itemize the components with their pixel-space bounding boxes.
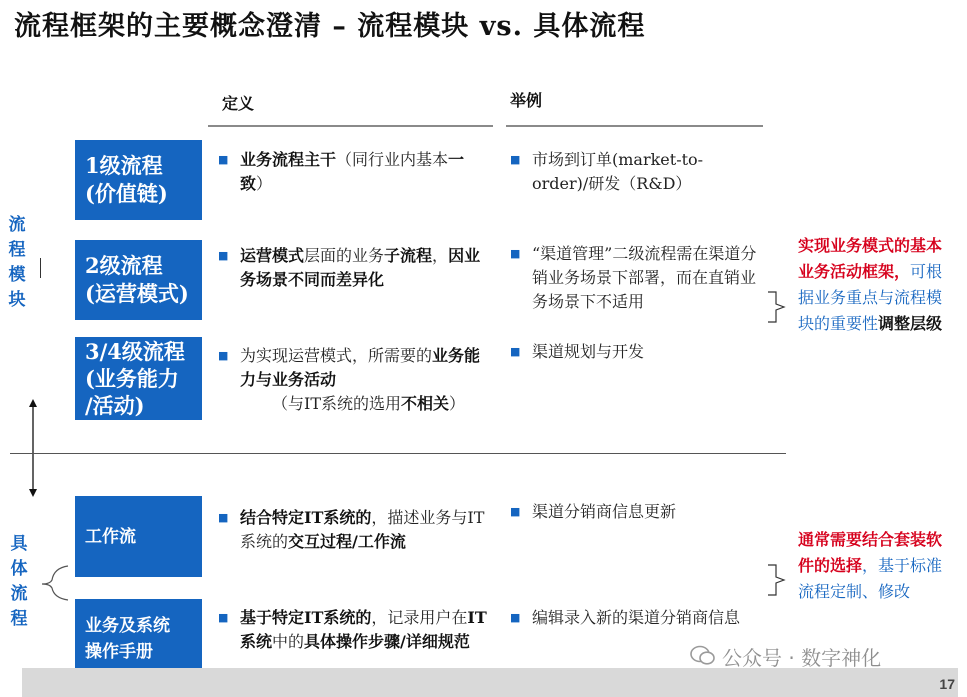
bullet-icon: ■ [218,249,229,262]
bullet-icon: ■ [510,153,521,166]
level34-def-part2: 业务能力与业务活动 [240,346,481,389]
footer-bar [22,668,958,697]
level34-def-part5: ） [449,394,466,413]
level2-def-part5: 因业务场景不同而差异化 [240,246,481,289]
level1-definition [218,148,488,196]
level2-def-part1: 运营模式 [240,246,305,265]
bullet-icon: ■ [218,153,229,166]
module-tick [40,258,41,278]
definition-header: 定义 [222,94,255,113]
manual-box-label: 业务及系统 操作手册 [85,616,170,662]
level2-example [510,242,760,314]
bullet-icon: ■ [510,247,521,260]
side-label-module-text: 流程模块 [8,215,26,310]
manual-def-part4: 中的 [272,632,305,651]
module-note-bold: 调整层级 [878,314,943,333]
level34-example-text: 渠道规划与开发 [532,342,645,361]
bullet-icon: ■ [510,345,521,358]
level1-box-label: 1级流程 (价值链) [85,153,168,206]
level34-def-part4: 不相关 [401,394,450,413]
manual-def-part1: 基于特定IT系统的 [240,608,372,627]
level2-box [75,240,202,320]
module-note-text: 可根据业务重点与流程模块的重要性 [798,262,943,333]
manual-example-text: 编辑录入新的渠道分销商信息 [532,608,741,627]
workflow-definition [218,506,488,554]
module-note [798,233,952,337]
level1-def-part3: 一致 [240,150,465,193]
side-label-specific [10,532,32,632]
specific-note [798,527,952,605]
level1-def-part4: ） [256,174,273,193]
workflow-def-part2: ，描述业务与IT系统的 [240,508,485,551]
bullet-icon: ■ [218,611,229,624]
section-divider [10,453,786,454]
level34-def-part3: （与IT系统的选用 [272,394,401,413]
workflow-example-text: 渠道分销商信息更新 [532,502,677,521]
workflow-example [510,500,754,524]
bullet-icon: ■ [510,611,521,624]
example-header-rule [506,125,763,127]
side-label-specific-text: 具体流程 [10,534,28,629]
manual-def-part5: 具体操作步骤/详细规范 [304,632,470,651]
workflow-box-label: 工作流 [85,526,136,547]
level2-def-part4: ， [432,246,449,265]
side-label-module [8,213,30,313]
level34-definition [218,344,488,416]
module-note-brace [766,290,788,324]
level1-def-part1: 业务流程主干 [240,150,337,169]
level1-example [510,148,754,196]
level2-def-part3: 子流程 [384,246,433,265]
specific-brace [36,562,76,602]
workflow-box [75,496,202,577]
level2-definition [218,244,488,292]
page-number: 17 [939,676,955,692]
specific-note-brace [766,563,788,597]
level1-box [75,140,202,220]
double-arrow-icon [26,398,40,498]
bullet-icon: ■ [218,349,229,362]
level34-def-part1: 为实现运营模式，所需要的 [240,346,433,365]
manual-definition [218,606,488,654]
level2-def-part2: 层面的业务 [304,246,385,265]
specific-note-text: ，基于标准流程定制、修改 [798,556,943,601]
manual-example [510,606,754,630]
level2-box-label: 2级流程 (运营模式) [85,253,189,306]
level34-box-label: 3/4级流程 (业务能力 /活动) [85,339,185,418]
bullet-icon: ■ [510,505,521,518]
workflow-def-part3: 交互过程/工作流 [288,532,406,551]
example-header: 举例 [510,91,543,110]
specific-note-highlight: 通常需要结合套装软件的选择 [798,530,943,575]
workflow-def-part1: 结合特定IT系统的 [240,508,372,527]
manual-box [75,599,202,679]
level34-example [510,340,754,364]
level34-box [75,337,202,420]
manual-def-part3: IT系统 [240,608,487,651]
level1-def-part2: （同行业内基本 [336,150,449,169]
bullet-icon: ■ [218,511,229,524]
level1-example-text: 市场到订单(market-to-order)/研发（R&D） [532,150,704,193]
manual-def-part2: ，记录用户在 [371,608,468,627]
module-note-highlight: 实现业务模式的基本业务活动框架， [798,236,943,281]
definition-header-rule [208,125,493,127]
level2-example-text: “渠道管理”二级流程需在渠道分销业务场景下部署，而在直销业务场景下不适用 [532,244,757,311]
page-title: 流程框架的主要概念澄清 – 流程模块 vs. 具体流程 [14,11,646,42]
wechat-icon [690,644,716,666]
watermark: 公众号 · 数字神化 [722,646,882,670]
